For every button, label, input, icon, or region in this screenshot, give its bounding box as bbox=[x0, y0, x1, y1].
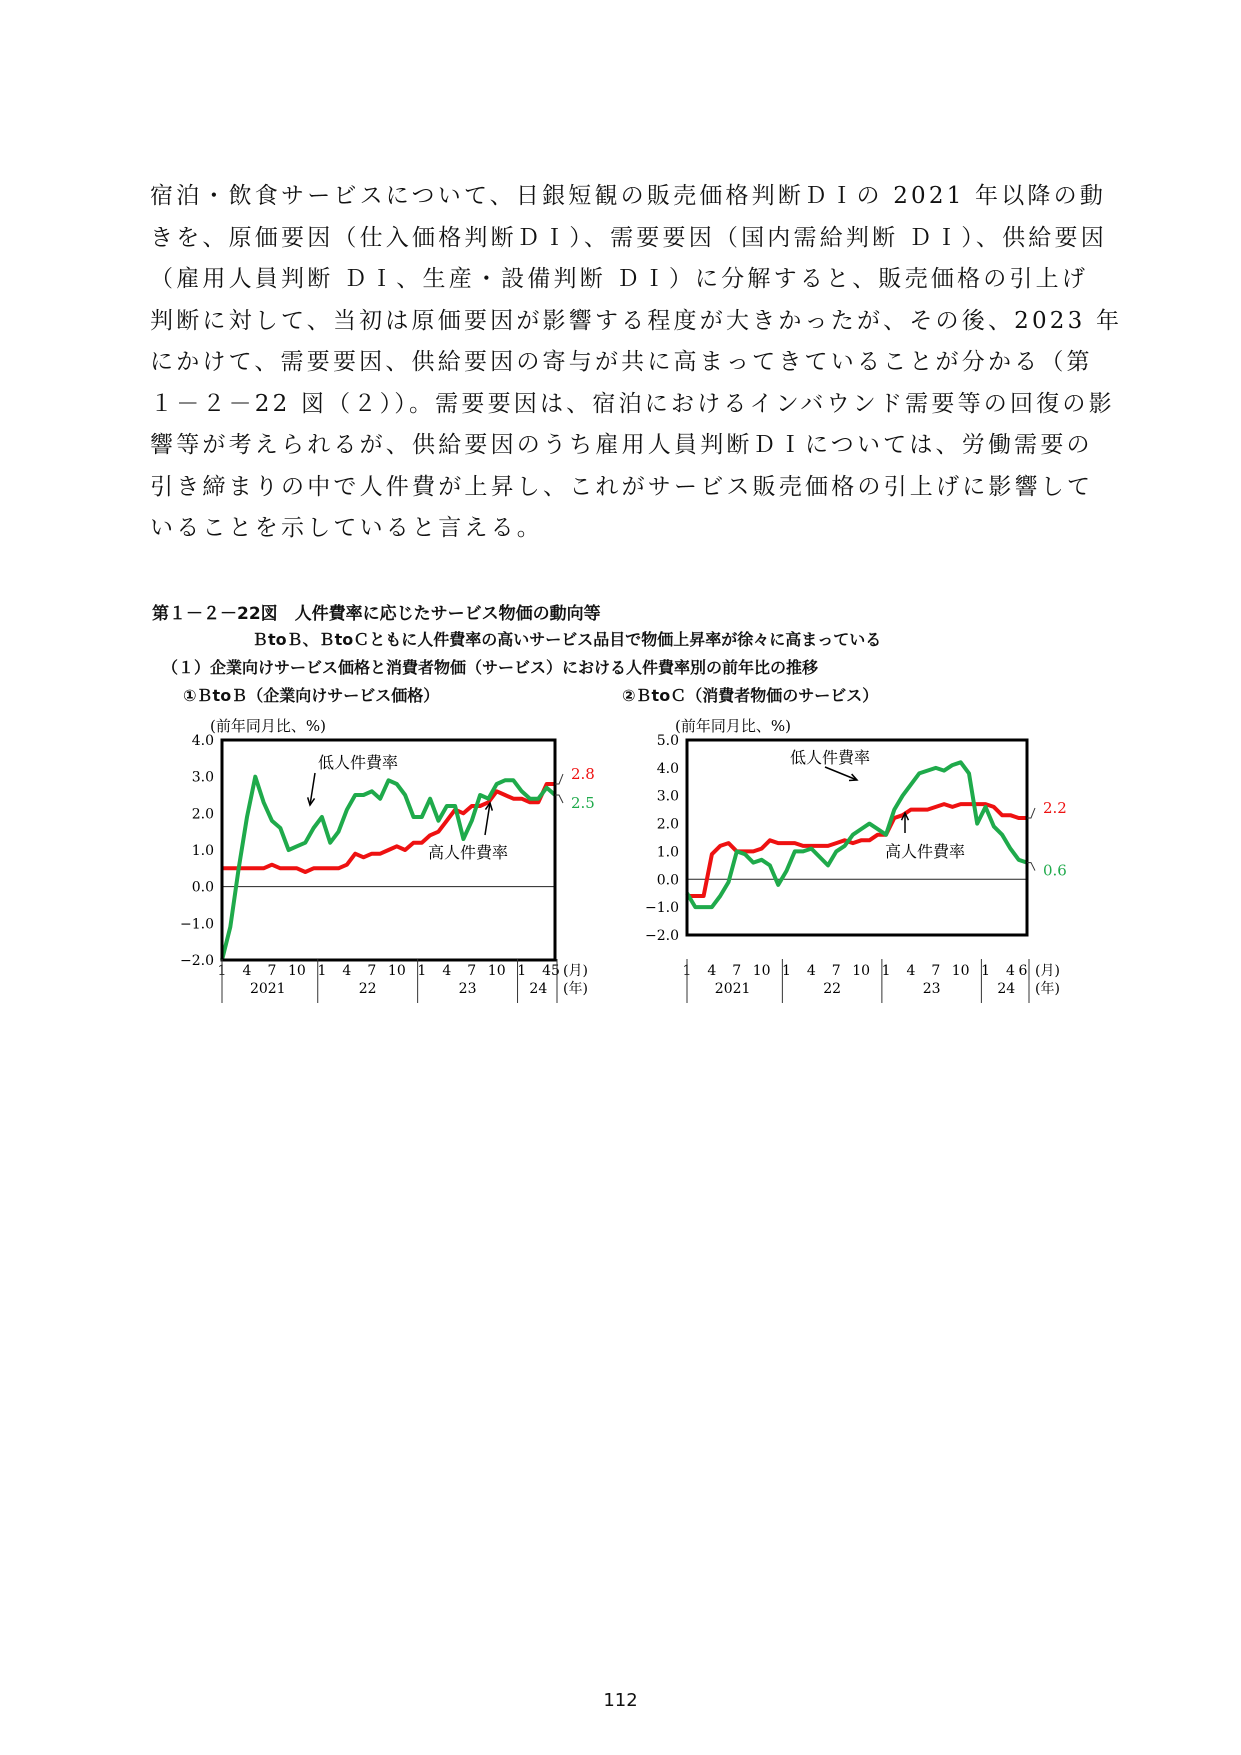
series-name-label: 高人件費率 bbox=[428, 843, 509, 862]
paragraph-line: 引き締まりの中で人件費が上昇し、これがサービス販売価格の引上げに影響して bbox=[150, 473, 1094, 500]
series-line-low bbox=[222, 777, 555, 960]
x-tick-label: 7 bbox=[467, 963, 477, 979]
paragraph-line: 判断に対して、当初は原価要因が影響する程度が大きかったが、その後、2023 年 bbox=[150, 307, 1123, 334]
y-tick-label: 3.0 bbox=[191, 769, 214, 786]
end-value-label: 2.5 bbox=[571, 794, 595, 812]
chart-btob bbox=[160, 715, 600, 1005]
end-value-label: 2.2 bbox=[1043, 799, 1067, 817]
year-label: 24 bbox=[529, 981, 548, 997]
x-tick-label: 4 bbox=[442, 963, 452, 979]
page-number: 112 bbox=[603, 1690, 638, 1711]
y-tick-label: 2.0 bbox=[191, 806, 214, 823]
x-tick-label: 10 bbox=[387, 963, 406, 979]
month-unit-label: (月) bbox=[1035, 963, 1060, 979]
y-axis-label: (前年同月比、%) bbox=[675, 717, 791, 735]
chart-title-btoc: ②ＢtoＣ（消費者物価のサービス） bbox=[622, 686, 879, 705]
paragraph-line: 宿泊・飲食サービスについて、日銀短観の販売価格判断ＤＩの 2021 年以降の動 bbox=[150, 183, 1107, 209]
x-tick-label: 4 bbox=[342, 963, 352, 979]
x-tick-label: 1 bbox=[682, 963, 692, 979]
series-line-low bbox=[687, 762, 1027, 907]
y-tick-label: −2.0 bbox=[645, 928, 679, 944]
x-tick-label: 10 bbox=[288, 963, 306, 979]
x-tick-label: 4 bbox=[242, 963, 252, 979]
x-tick-label: 7 bbox=[931, 963, 941, 979]
x-tick-label: 1 bbox=[317, 963, 327, 979]
paragraph-line: 響等が考えられるが、供給要因のうち雇用人員判断ＤＩについては、労働需要の bbox=[150, 432, 1093, 458]
x-tick-label: 1 bbox=[417, 963, 427, 979]
paragraph-line: １－２－22 図（２））。需要要因は、宿泊におけるインバウンド需要等の回復の影 bbox=[150, 390, 1115, 417]
year-label: 24 bbox=[997, 981, 1016, 997]
annotation-arrow bbox=[825, 767, 857, 780]
year-label: 23 bbox=[922, 981, 941, 997]
y-tick-label: 0.0 bbox=[191, 879, 214, 896]
x-tick-label: 4 bbox=[707, 963, 717, 979]
x-tick-label: 1 bbox=[217, 963, 227, 979]
plot-frame bbox=[687, 740, 1027, 935]
year-unit-label: (年) bbox=[1035, 981, 1060, 997]
y-tick-label: 4.0 bbox=[656, 760, 679, 777]
figure-subtitle: ＢtoＢ、ＢtoＣともに人件費率の高いサービス品目で物価上昇率が徐々に高まっている bbox=[252, 630, 882, 649]
body-text bbox=[150, 176, 1123, 550]
x-tick-label: 1 bbox=[782, 963, 791, 979]
y-tick-label: 2.0 bbox=[656, 816, 679, 833]
x-tick-label: 7 bbox=[732, 963, 742, 979]
series-name-label: 低人件費率 bbox=[790, 748, 871, 767]
x-tick-label: 1 bbox=[981, 963, 990, 979]
x-tick-label: 10 bbox=[951, 963, 970, 979]
x-tick-label: 10 bbox=[752, 963, 771, 979]
y-tick-label: 3.0 bbox=[656, 788, 679, 805]
month-unit-label: (月) bbox=[563, 963, 588, 979]
y-tick-label: −2.0 bbox=[180, 953, 214, 969]
y-tick-label: 0.0 bbox=[656, 872, 679, 889]
end-value-label: 2.8 bbox=[571, 765, 595, 783]
year-label: 2021 bbox=[249, 981, 286, 997]
year-label: 2021 bbox=[714, 981, 751, 997]
year-label: 23 bbox=[458, 981, 477, 997]
y-tick-label: −1.0 bbox=[180, 916, 214, 933]
y-tick-label: 1.0 bbox=[656, 844, 679, 861]
figure-title: 第１－２－22図 人件費率に応じたサービス物価の動向等 bbox=[152, 604, 601, 624]
year-label: 22 bbox=[358, 981, 377, 997]
y-tick-label: 5.0 bbox=[656, 733, 679, 749]
paragraph-line: にかけて、需要要因、供給要因の寄与が共に高まってきていることが分かる（第 bbox=[150, 349, 1093, 375]
series-name-label: 低人件費率 bbox=[318, 753, 399, 772]
x-tick-label: 1 bbox=[881, 963, 891, 979]
x-tick-label: 7 bbox=[267, 963, 277, 979]
x-tick-label: 4 bbox=[806, 963, 816, 979]
panel-title: （１）企業向けサービス価格と消費者物価（サービス）における人件費率別の前年比の推移 bbox=[162, 658, 819, 677]
x-tick-label: 10 bbox=[487, 963, 506, 979]
paragraph-line: きを、原価要因（仕入価格判断ＤＩ）、需要要因（国内需給判断 ＤＩ）、供給要因 bbox=[150, 224, 1107, 251]
series-name-label: 高人件費率 bbox=[885, 842, 966, 861]
y-tick-label: −1.0 bbox=[645, 900, 679, 917]
x-tick-label: 7 bbox=[367, 963, 377, 979]
chart-btoc bbox=[625, 715, 1075, 1005]
paragraph-line: いることを示していると言える。 bbox=[150, 515, 543, 541]
y-tick-label: 4.0 bbox=[191, 733, 214, 749]
x-tick-label: 6 bbox=[1018, 963, 1028, 979]
x-tick-label: 4 bbox=[906, 963, 916, 979]
y-tick-label: 1.0 bbox=[191, 843, 214, 859]
x-tick-label: 45 bbox=[542, 963, 560, 979]
paragraph-line: （雇用人員判断 ＤＩ、生産・設備判断 ＤＩ）に分解すると、販売価格の引上げ bbox=[150, 266, 1089, 292]
year-unit-label: (年) bbox=[563, 981, 588, 997]
x-tick-label: 4 bbox=[1005, 963, 1015, 979]
x-tick-label: 10 bbox=[852, 963, 871, 979]
x-tick-label: 1 bbox=[517, 963, 527, 979]
y-axis-label: (前年同月比、%) bbox=[210, 717, 326, 735]
chart-title-btob: ①ＢtoＢ（企業向けサービス価格） bbox=[183, 686, 440, 705]
x-tick-label: 7 bbox=[831, 963, 841, 979]
year-label: 22 bbox=[823, 981, 842, 997]
end-value-label: 0.6 bbox=[1043, 861, 1067, 880]
